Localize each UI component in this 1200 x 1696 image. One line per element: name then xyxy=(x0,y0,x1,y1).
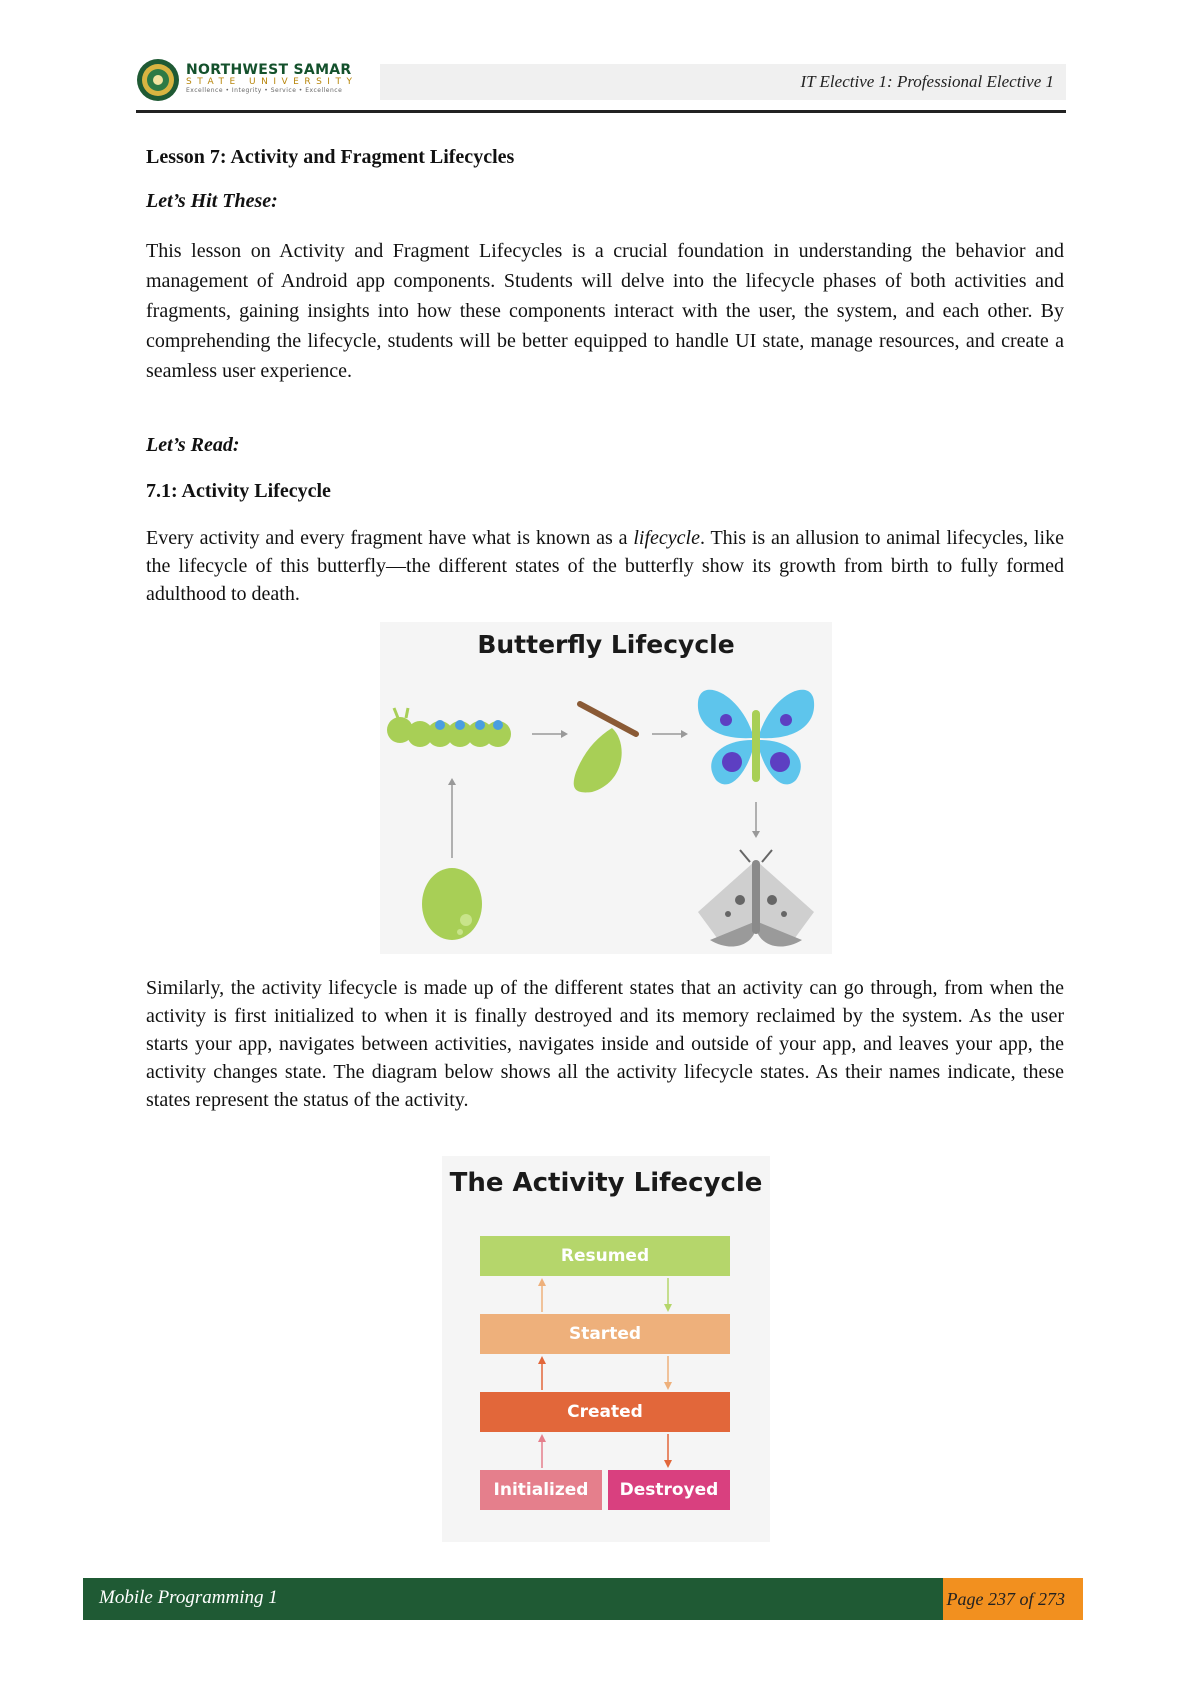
butterfly-lifecycle-illustration xyxy=(380,622,832,954)
intro-paragraph: This lesson on Activity and Fragment Lifecycles is a crucial foundation in understanding the behavior and management of Android app components. Students will delve into the lifecycle phases of both activities and fragments, gaining insights into how these components interact with the user, the system, and each other. By comprehending the lifecycle, students will be better equipped to handle UI state, manage resources, and create a seamless user experience. xyxy=(146,240,1064,382)
butterfly-figure-title: Butterfly Lifecycle xyxy=(477,630,735,659)
activity-figure-title: The Activity Lifecycle xyxy=(449,1168,763,1198)
butterfly-icon xyxy=(698,690,814,785)
course-title: IT Elective 1: Professional Elective 1 xyxy=(800,72,1054,91)
state-destroyed: Destroyed xyxy=(608,1470,730,1510)
footer-page-box xyxy=(943,1578,1083,1620)
university-subtitle: STATE UNIVERSITY xyxy=(186,77,358,87)
state-started: Started xyxy=(480,1314,730,1354)
university-motto: Excellence • Integrity • Service • Excellence xyxy=(186,87,343,94)
lifecycle-term: lifecycle xyxy=(633,527,700,549)
section-title: 7.1: Activity Lifecycle xyxy=(146,480,331,502)
egg-icon xyxy=(422,868,482,940)
university-seal-icon xyxy=(136,58,180,102)
university-wordmark xyxy=(186,62,357,94)
lifecycle-paragraph xyxy=(146,524,1064,608)
butterfly-lifecycle-figure xyxy=(380,622,832,954)
caterpillar-icon xyxy=(387,708,511,747)
state-initialized: Initialized xyxy=(480,1470,602,1510)
lesson-title: Lesson 7: Activity and Fragment Lifecycles xyxy=(146,146,515,168)
page-number: Page 237 of 273 xyxy=(946,1589,1065,1609)
footer-course: Mobile Programming 1 xyxy=(99,1587,278,1608)
page-footer xyxy=(83,1578,1083,1620)
paragraph-text-before: Every activity and every fragment have what is known as a xyxy=(146,527,634,549)
chrysalis-icon xyxy=(574,704,636,792)
activity-lifecycle-figure xyxy=(442,1156,770,1542)
paragraph-text-after: . This is an allusion to animal lifecycles, like the lifecycle of this butterfly—the different states of the butterfly show its growth from birth to fully formed adulthood to death. xyxy=(146,527,1064,605)
state-created: Created xyxy=(480,1392,730,1432)
hit-these-heading: Let’s Hit These: xyxy=(146,190,278,212)
header-divider xyxy=(136,110,1066,113)
dead-butterfly-icon xyxy=(698,850,814,947)
state-resumed: Resumed xyxy=(480,1236,730,1276)
page-header xyxy=(136,58,1066,114)
university-name: NORTHWEST SAMAR xyxy=(186,62,352,78)
header-band xyxy=(380,64,1066,100)
activity-lifecycle-paragraph: Similarly, the activity lifecycle is made up of the different states that an activity can go through, from when the activity is first initialized to when it is finally destroyed and its memory reclaimed by the system. As the user starts your app, navigates between activities, navigates inside and outside of your app, and leaves your app, the activity changes state. The diagram below shows all the activity lifecycle states. As their names indicate, these states represent the status of the activity. xyxy=(146,977,1064,1111)
lets-read-heading: Let’s Read: xyxy=(146,434,240,456)
